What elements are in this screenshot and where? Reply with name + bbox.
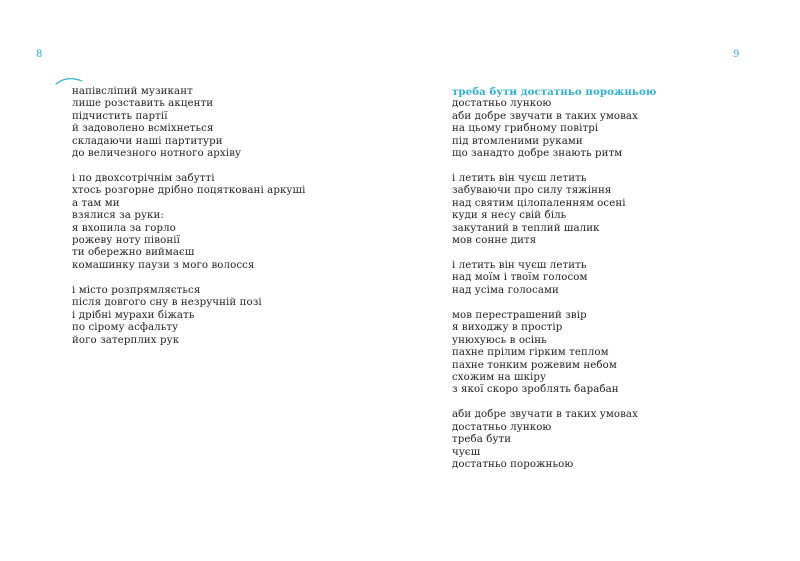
poem-line: достатньо лункою [452, 421, 552, 433]
poem-line: я вхопила за горло [72, 222, 176, 234]
poem-stanza [452, 260, 752, 297]
poem-line: пахне прілим гірким теплом [452, 347, 609, 359]
page-number-right: 9 [733, 49, 740, 60]
poem-line: достатньо лункою [452, 98, 552, 110]
poem-line: мов сонне дитя [452, 235, 537, 247]
poem-line: хтось розгорне дрібно поцятковані аркуші [72, 185, 306, 197]
poem-line: а там ми [72, 197, 120, 209]
poem-line: по сірому асфальту [72, 322, 179, 334]
poem-line: треба бути [452, 434, 512, 446]
poem-line: й задоволено всміхнеться [72, 123, 214, 135]
poem-stanza [452, 86, 752, 160]
poem-line: закутаний в теплий шалик [452, 222, 600, 234]
poem-line: над усіма голосами [452, 284, 559, 296]
poem-line: до величезного нотного архіву [72, 148, 242, 160]
poem-line: підчистить партії [72, 110, 168, 122]
right-poem [452, 86, 752, 484]
page-number-left: 8 [36, 49, 43, 60]
poem-line: чуєш [452, 446, 481, 458]
poem-line: ти обережно виймаєш [72, 247, 195, 259]
poem-line: рожеву ноту півонії [72, 235, 180, 247]
poem-line: і дрібні мурахи біжать [72, 309, 195, 321]
poem-line: аби добре звучати в таких умовах [452, 409, 638, 421]
poem-line: його затерплих рук [72, 334, 180, 346]
poem-line: достатньо порожньою [452, 458, 574, 470]
poem-line: я виходжу в простір [452, 322, 563, 334]
poem-line: куди я несу свій біль [452, 210, 567, 222]
poem-stanza [452, 409, 752, 471]
poem-line: забуваючи про силу тяжіння [452, 185, 612, 197]
poem-line: комашинку паузи з мого волосся [72, 259, 255, 271]
poem-line: лише розставить акценти [72, 98, 214, 110]
poem-line: на цьому грибному повітрі [452, 123, 599, 135]
poem-line: що занадто добре знають ритм [452, 148, 623, 160]
poem-line: під втомленими руками [452, 135, 583, 147]
poem-line: напівсліпий музикант [72, 86, 193, 97]
poem-stanza [452, 310, 752, 397]
poem-line: і місто розпрямляється [72, 284, 201, 296]
poem-line: пахне тонким рожевим небом [452, 359, 617, 371]
poem-line: схожим на шкіру [452, 371, 547, 383]
poem-stanza [452, 173, 752, 247]
poem-line: аби добре звучати в таких умовах [452, 110, 638, 122]
poem-line: взялися за руки: [72, 210, 164, 222]
poem-line: і летить він чуєш летить [452, 173, 587, 185]
poem-line: складаючи наші партитури [72, 135, 223, 147]
poem-line: над моїм і твоїм голосом [452, 272, 588, 284]
poem-title: треба бути достатньо порожньою [452, 86, 657, 98]
poem-line: і летить він чуєш летить [452, 260, 587, 272]
left-poem [72, 86, 372, 360]
poem-line: і по двохсотрічнім забутті [72, 173, 215, 185]
decorative-swoosh-icon [55, 76, 83, 86]
poem-line: після довгого сну в незручній позі [72, 297, 262, 309]
poem-stanza [72, 285, 372, 347]
poem-line: унюхуюсь в осінь [452, 334, 547, 346]
poem-stanza [72, 173, 372, 272]
poem-line: мов перестрашений звір [452, 309, 587, 321]
poem-stanza [72, 86, 372, 160]
poem-line: з якої скоро зроблять барабан [452, 384, 619, 396]
poem-line: над святим цілопаленням осені [452, 197, 626, 209]
